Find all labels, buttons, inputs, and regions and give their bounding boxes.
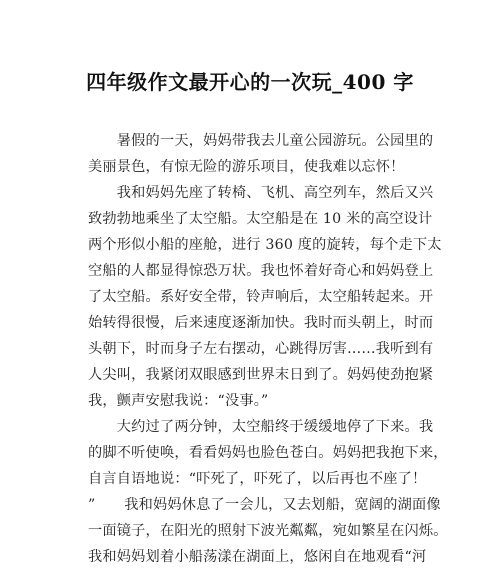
text-line: 美丽景色，有惊无险的游乐项目，使我难以忘怀！ [88,159,405,175]
text-line: 的脚不听使唤，看看妈妈也脸色苍白。妈妈把我抱下来， [88,445,448,461]
text-line: 人尖叫，我紧闭双眼感到世界末日到了。妈妈使劲抱紧 [88,367,434,383]
essay-title: 四年级作文最开心的一次玩_400 字 [86,70,414,94]
text-line: 暑假的一天，妈妈带我去儿童公园游玩。公园里的 [88,133,434,149]
text-line: 我，颤声安慰我说：“没事。” [88,393,269,409]
text-line: 空船的人都显得惊恐万状。我也怀着好奇心和妈妈登上 [88,263,434,279]
text-line: 两个形似小船的座舱，进行 360 度的旋转，每个走下太 [88,237,442,253]
text-line: 我和妈妈先座了转椅、飞机、高空列车，然后又兴 [88,185,434,201]
text-line: 致勃勃地乘坐了太空船。太空船是在 10 米的高空设计 [88,211,433,227]
essay-body [88,128,448,570]
text-line: 头朝下，时而身子左右摆动，心跳得厉害……我听到有 [88,341,434,357]
text-line: 一面镜子，在阳光的照射下波光粼粼，宛如繁星在闪烁。 [88,523,448,539]
text-line: 大约过了两分钟，太空船终于缓缓地停了下来。我 [88,419,434,435]
text-line: 了太空船。系好安全带，铃声响后，太空船转起来。开 [88,289,434,305]
text-line: 我和妈妈划着小船荡漾在湖面上，悠闲自在地观看“河 [88,549,427,565]
text-line: ” 我和妈妈休息了一会儿，又去划船，宽阔的湖面像 [88,497,441,513]
text-line: 自言自语地说：“吓死了，吓死了，以后再也不座了！ [88,471,427,487]
text-line: 始转得很慢，后来速度逐渐加快。我时而头朝上，时而 [88,315,434,331]
